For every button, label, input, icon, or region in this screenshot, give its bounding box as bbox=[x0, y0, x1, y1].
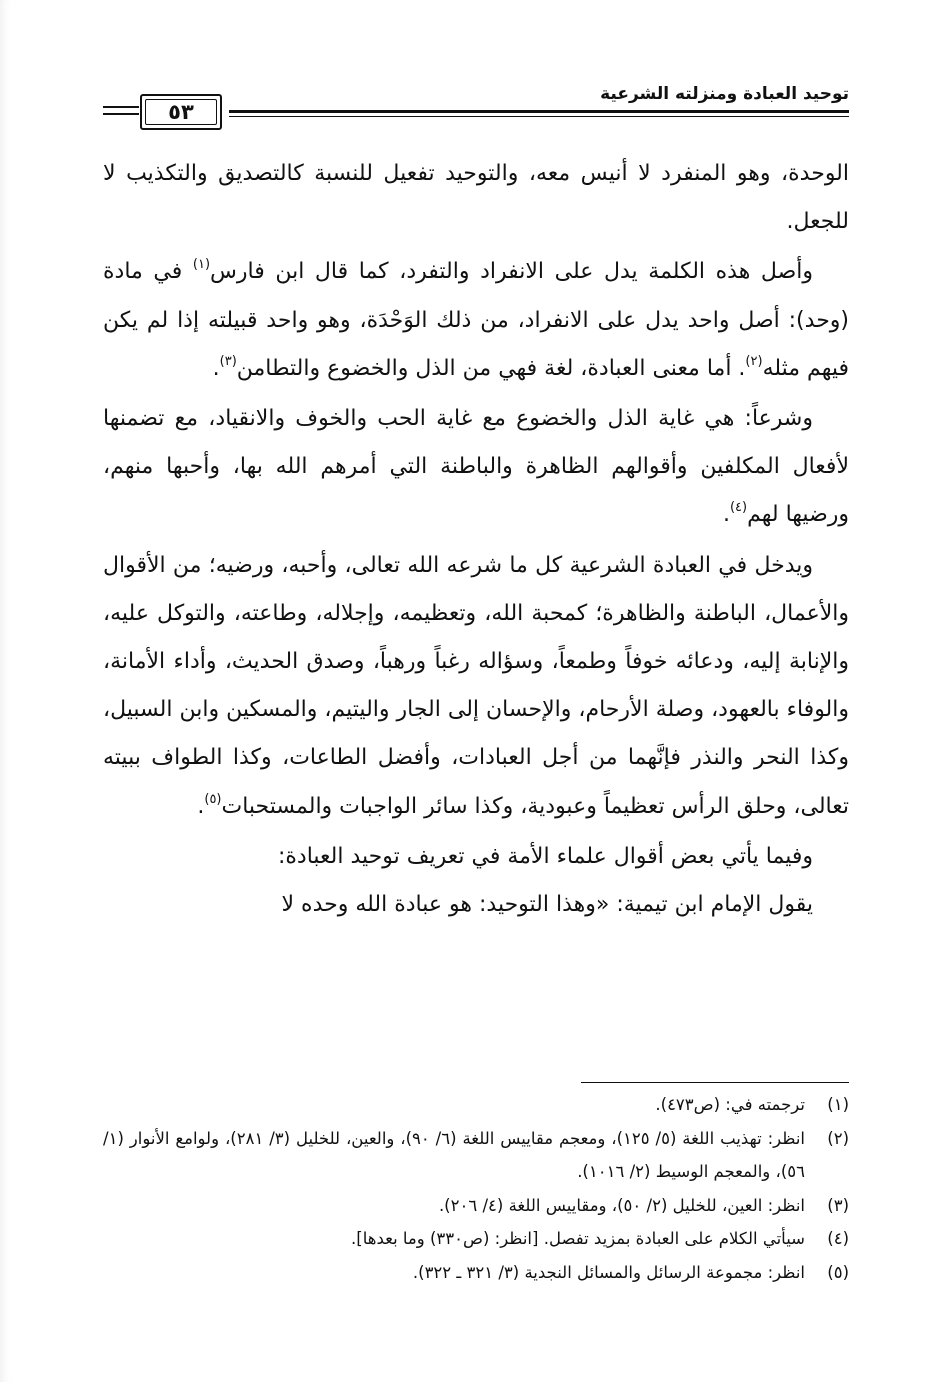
paragraph-2 bbox=[103, 248, 849, 393]
page-header bbox=[103, 80, 849, 140]
footnote-ref-3[interactable]: (٣) bbox=[219, 353, 237, 369]
footnote-item bbox=[103, 1122, 849, 1189]
footnote-item bbox=[103, 1189, 849, 1223]
footnote-item bbox=[103, 1256, 849, 1290]
footnote-text: انظر: مجموعة الرسائل والمسائل النجدية (٣/ ٣٢١ ـ ٣٢٢). bbox=[412, 1262, 805, 1282]
paragraph-3-part-b: . bbox=[722, 502, 730, 528]
footnote-ref-2[interactable]: (٢) bbox=[745, 353, 763, 369]
paragraph-2-part-c: . أما معنى العبادة، لغة فهي من الذل والخضوع والتطامن bbox=[236, 355, 746, 381]
footnote-ref-5[interactable]: (٥) bbox=[204, 791, 222, 807]
paragraph-2-part-a: وأصل هذه الكلمة يدل على الانفراد والتفرد، كما قال ابن فارس bbox=[210, 259, 813, 285]
footnote-text: سيأتي الكلام على العبادة بمزيد تفصل. [انظر: (ص٣٣٠) وما بعدها]. bbox=[351, 1229, 805, 1248]
footnote-number: (٥) bbox=[827, 1262, 849, 1282]
footnote-number: (٣) bbox=[827, 1195, 849, 1215]
paragraph-2-part-d: . bbox=[212, 355, 220, 381]
paragraph-2-part-b: في مادة (وحد): أصل واحد يدل على الانفراد، من ذلك الوَحْدَة، وهو واحد قبيلته إذا لم يكن فيهم مثله bbox=[103, 259, 849, 381]
footnote-text: ترجمته في: (ص٤٧٣). bbox=[655, 1095, 805, 1114]
paragraph-3 bbox=[103, 395, 849, 540]
footnote-separator bbox=[581, 1082, 849, 1083]
running-title: توحيد العبادة ومنزلته الشرعية bbox=[600, 84, 849, 104]
footnote-text: انظر: تهذيب اللغة (٥/ ١٢٥)، ومعجم مقاييس اللغة (٦/ ٩٠)، والعين، للخليل (٣/ ٢٨١)، ولوامع الأنوار (١/ ٥٦)، والمعجم الوسيط (٢/ ١٠١٦). bbox=[103, 1128, 805, 1181]
paragraph-4 bbox=[103, 542, 849, 831]
paragraph-5: وفيما يأتي بعض أقوال علماء الأمة في تعريف توحيد العبادة: bbox=[277, 843, 813, 869]
paragraph-1: الوحدة، وهو المنفرد لا أنيس معه، والتوحيد تفعيل للنسبة كالتصديق والتكذيب لا للجعل. bbox=[103, 161, 849, 235]
footnote-ref-1[interactable]: (١) bbox=[192, 257, 211, 273]
page-number-frame bbox=[140, 94, 222, 130]
footnotes bbox=[103, 1088, 849, 1289]
footnote-ref-4[interactable]: (٤) bbox=[729, 500, 748, 516]
footnote-item bbox=[103, 1088, 849, 1122]
footnote-number: (٤) bbox=[827, 1229, 849, 1248]
paragraph-4-part-b: . bbox=[197, 793, 205, 819]
footnote-number: (٢) bbox=[827, 1128, 849, 1148]
paragraph-3-part-a: وشرعاً: هي غاية الذل والخضوع مع غاية الحب والخوف والانقياد، مع تضمنها لأفعال المكلفين وأقوالهم الظاهرة والباطنة التي أمرهم الله بها، وأحبها منهم، ورضيها لهم bbox=[103, 406, 849, 528]
footnote-item bbox=[103, 1222, 849, 1256]
footnote-number: (١) bbox=[827, 1095, 849, 1114]
paragraph-4-part-a: ويدخل في العبادة الشرعية كل ما شرعه الله تعالى، وأحبه، ورضيه؛ من الأقوال والأعمال، الباطنة والظاهرة؛ كمحبة الله، وتعظيمه، وإجلاله، وطاعته، والتوكل عليه، والإنابة إليه، ودعائه خوفاً وطمعاً، وسؤاله رغباً ورهباً، وصدق الحديث، وأداء الأمانة، والوفاء بالعهود، وصلة الأرحام، والإحسان إلى الجار واليتيم، والمسكين وابن السبيل، وكذا النحر والنذر فإنَّهما من أجل العبادات، وأفضل الطاعات، وكذا الطواف ببيته تعالى، وحلق الرأس تعظيماً وعبودية، وكذا سائر الواجبات والمستحبات bbox=[103, 552, 849, 819]
header-rule-tail bbox=[103, 106, 139, 118]
header-rule-thick bbox=[229, 110, 849, 113]
page-number: ٥٣ bbox=[168, 100, 194, 124]
header-rule-thin bbox=[229, 116, 849, 117]
footnote-text: انظر: العين، للخليل (٢/ ٥٠)، ومقاييس اللغة (٤/ ٢٠٦). bbox=[438, 1195, 805, 1215]
paragraph-6: يقول الإمام ابن تيمية: «وهذا التوحيد: هو عبادة الله وحده لا bbox=[281, 892, 813, 918]
main-text bbox=[103, 150, 849, 929]
